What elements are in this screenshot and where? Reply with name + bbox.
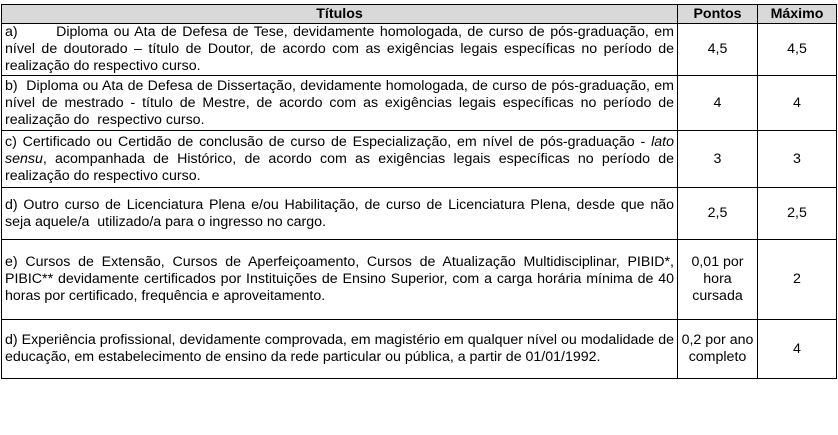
row-maximo: 2,5 <box>758 188 837 240</box>
row-title-text: e) Cursos de Extensão, Cursos de Aperfeiçoamento, Cursos de Atualização Multidisciplinar, PIBID*, PIBIC** devidamente certificados por Instituições de Ensino Superior, com a carga horária mínima de 40 horas por certificado, frequência e aproveitamento. <box>5 254 674 304</box>
row-maximo: 4,5 <box>758 24 837 76</box>
table-row <box>2 320 837 379</box>
row-pontos: 4,5 <box>678 24 758 76</box>
row-title-cell <box>2 131 678 188</box>
table-row <box>2 76 837 131</box>
row-title-cell <box>2 76 678 131</box>
row-pontos: 2,5 <box>678 188 758 240</box>
header-row <box>2 5 837 24</box>
row-title-text: d) Outro curso de Licenciatura Plena e/ou Habilitação, de curso de Licenciatura Plena, desde que não seja aquele/a utilizado/a para o ingresso no cargo. <box>5 196 674 230</box>
titles-table <box>1 4 837 379</box>
table-row <box>2 188 837 240</box>
row-pontos: 4 <box>678 76 758 131</box>
row-maximo: 2 <box>758 240 837 320</box>
row-title-cell <box>2 240 678 320</box>
row-title-text: a) Diploma ou Ata de Defesa de Tese, devidamente homologada, de curso de pós-graduação, em nível de doutorado – título de Doutor, de acordo com as exigências legais específicas no período de realização do respectivo curso. <box>5 24 674 74</box>
header-pontos: Pontos <box>678 5 758 24</box>
row-maximo: 3 <box>758 131 837 188</box>
row-title-cell <box>2 188 678 240</box>
header-maximo: Máximo <box>758 5 837 24</box>
header-titulos: Títulos <box>2 5 678 24</box>
table-row <box>2 24 837 76</box>
table-row <box>2 240 837 320</box>
row-pontos: 0,01 por hora cursada <box>678 240 758 320</box>
row-title-cell <box>2 24 678 76</box>
row-maximo: 4 <box>758 76 837 131</box>
row-title-italic: lato sensu <box>5 133 674 167</box>
row-maximo: 4 <box>758 320 837 379</box>
row-title-text-after: , acompanhada de Histórico, de acordo com as exigências legais específicas no período de realização do respectivo curso. <box>5 150 674 184</box>
row-title-cell <box>2 320 678 379</box>
row-title-text: d) Experiência profissional, devidamente comprovada, em magistério em qualquer nível ou modalidade de educação, em estabelecimento de ensino da rede particular ou pública, a partir de 01/01/1992. <box>5 332 674 365</box>
table-row <box>2 131 837 188</box>
row-pontos: 3 <box>678 131 758 188</box>
row-title-text: c) Certificado ou Certidão de conclusão de curso de Especialização, em nível de pós-graduação - <box>5 133 652 150</box>
row-pontos: 0,2 por ano completo <box>678 320 758 379</box>
row-title-text: b) Diploma ou Ata de Defesa de Dissertação, devidamente homologada, de curso de pós-graduação, em nível de mestrado - título de Mestre, de acordo com as exigências legais específicas no período de realização do respectivo curso. <box>5 77 674 128</box>
